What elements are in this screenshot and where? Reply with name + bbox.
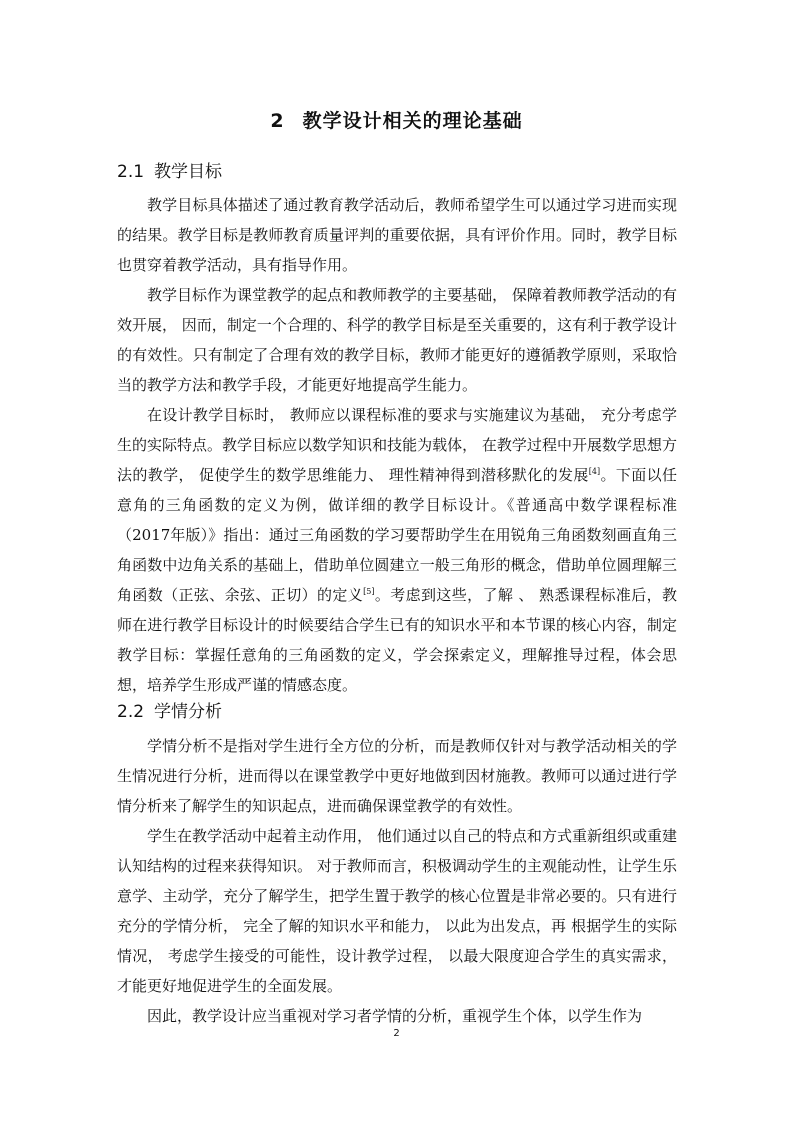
paragraph-text: 。下面以任意角的三角函数的定义为例，做详细的教学目标设计。《普通高中数学课程标准（2017年版）》指出：通过三角函数的学习要帮助学生在用锐角三角函数刻画直角三角函数中边角关系的基础上，借助单位圆建立一般三角形的概念，借助单位圆理解三角函数（正弦、余弦、正切）的定义	[117, 466, 677, 604]
paragraph: 教学目标具体描述了通过教育教学活动后，教师希望学生可以通过学习进而实现的结果。教学目标是教师教育质量评判的重要依据，具有评价作用。同时，教学目标也贯穿着教学活动，具有指导作用。	[117, 196, 677, 274]
section-title: 教学目标	[154, 162, 223, 182]
section-title: 学情分析	[154, 702, 223, 722]
section-number: 2.1	[117, 162, 145, 182]
section-heading-2-1	[117, 157, 222, 182]
section-2-2-body	[117, 731, 677, 1031]
chapter-title-text: 教学设计相关的理论基础	[302, 110, 523, 132]
chapter-number: 2	[270, 110, 285, 132]
paragraph: 教学目标作为课堂教学的起点和教师教学的主要基础， 保障着教师教学活动的有效开展， 因而，制定一个合理的、科学的教学目标是至关重要的，这有利于教学设计的有效性。只有制定了合理有效的教学目标，教师才能更好的遵循教学原则，采取恰当的教学方法和教学手段，才能更好地提高学生能力。	[117, 286, 677, 394]
paragraph	[117, 400, 677, 700]
paragraph-text: 。考虑到这些，了解 、 熟悉课程标准后，教师在进行教学目标设计的时候要结合学生已有的知识水平和本节课的核心内容，制定教学目标：掌握任意角的三角函数的定义，学会探索定义，理解推导过程，体会思想，培养学生形成严谨的情感态度。	[117, 586, 677, 694]
paragraph: 学情分析不是指对学生进行全方位的分析，而是教师仅针对与教学活动相关的学生情况进行分析，进而得以在课堂教学中更好地做到因材施教。教师可以通过进行学情分析来了解学生的知识起点，进而确保课堂教学的有效性。	[117, 737, 677, 815]
paragraph: 因此，教学设计应当重视对学习者学情的分析，重视学生个体，以学生作为	[147, 1007, 643, 1025]
paragraph-text: 在设计教学目标时， 教师应以课程标准的要求与实施建议为基础， 充分考虑学生的实际特点。教学目标应以数学知识和技能为载体， 在教学过程中开展数学思想方法的教学， 促使学生的数学思维能力、 理性精神得到潜移默化的发展	[117, 406, 677, 484]
citation-ref-5: [5]	[363, 587, 375, 596]
paragraph: 学生在教学活动中起着主动作用， 他们通过以自己的特点和方式重新组织或重建认知结构的过程来获得知识。 对于教师而言，积极调动学生的主观能动性，让学生乐意学、主动学，充分了解学生，把学生置于教学的核心位置是非常必要的。只有进行充分的学情分析， 完全了解的知识水平和能力， 以此为出发点，再 根据学生的实际情况， 考虑学生接受的可能性，设计教学过程， 以最大限度迎合学生的真实需求， 才能更好地促进学生的全面发展。	[117, 827, 677, 995]
citation-ref-4: [4]	[588, 467, 601, 476]
section-heading-2-2	[117, 697, 222, 722]
section-number: 2.2	[117, 702, 145, 722]
chapter-title	[0, 106, 793, 133]
section-2-1-body	[117, 190, 677, 700]
page-number: 2	[393, 1028, 400, 1039]
